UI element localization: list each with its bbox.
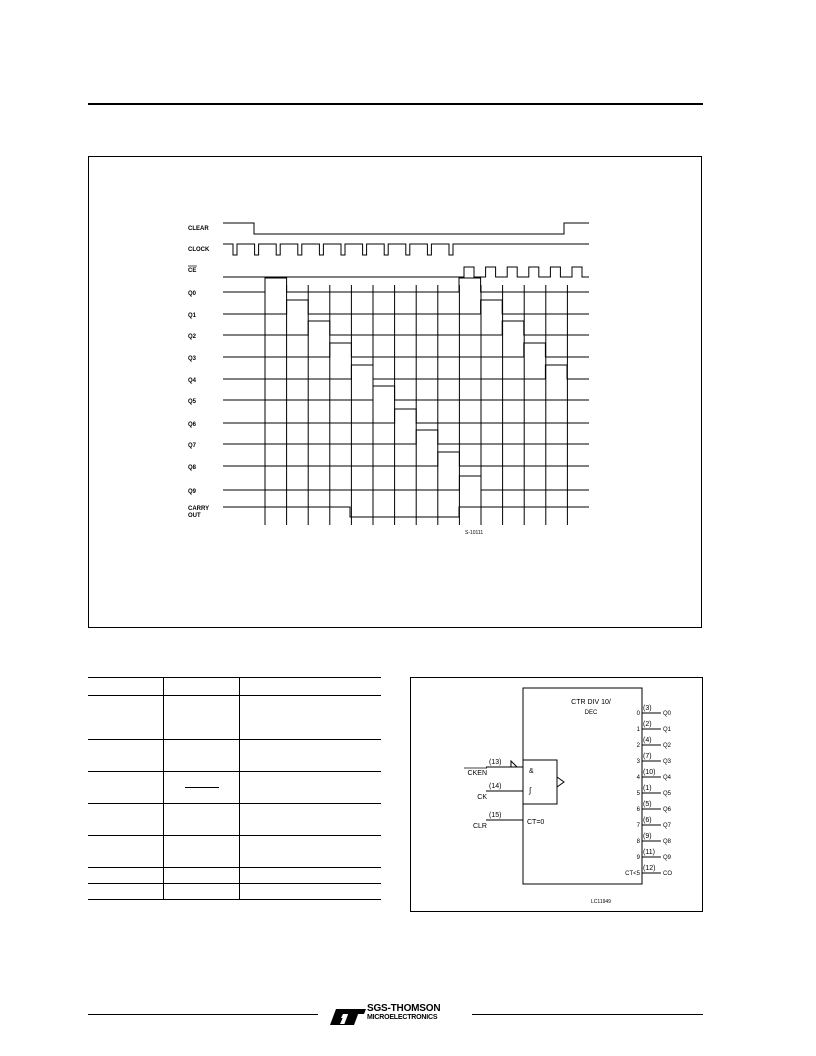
table-row xyxy=(88,868,381,884)
signal-label: Q7 xyxy=(188,443,197,449)
output-pin-number: (11) xyxy=(643,849,655,856)
output-name: CO xyxy=(663,871,672,877)
table-cell xyxy=(164,678,240,696)
logic-symbol-figure xyxy=(410,677,703,912)
table-cell xyxy=(164,804,240,836)
output-name: Q8 xyxy=(663,839,672,845)
table-cell xyxy=(164,740,240,772)
table-cell xyxy=(164,772,240,804)
schmitt-symbol: ∫ xyxy=(529,786,532,795)
clear-waveform xyxy=(223,223,589,234)
logic-symbol-diagram xyxy=(411,678,704,913)
timing-diagram xyxy=(89,157,703,629)
table-cell xyxy=(240,836,382,868)
output-index: 9 xyxy=(636,855,640,861)
input-name: CKEN xyxy=(467,770,487,777)
q-output-waveform xyxy=(223,452,589,466)
table-cell xyxy=(240,884,382,900)
output-pin-number: (2) xyxy=(643,721,652,728)
output-index: 4 xyxy=(636,775,640,781)
output-name: Q3 xyxy=(663,759,672,765)
table-cell xyxy=(88,868,164,884)
signal-label: Q2 xyxy=(188,334,197,340)
input-name: CLR xyxy=(472,823,487,830)
output-name: Q1 xyxy=(663,727,672,733)
table-cell xyxy=(240,740,382,772)
signal-label: Q4 xyxy=(188,378,197,384)
table-row xyxy=(88,836,381,868)
output-pin-number: (9) xyxy=(643,833,652,840)
signal-label: OUT xyxy=(188,513,201,519)
signal-label: Q8 xyxy=(188,465,197,471)
timing-waveforms xyxy=(223,223,589,525)
signal-label: Q1 xyxy=(188,313,197,319)
footer-rule-left xyxy=(88,1014,318,1015)
output-pin-number: (10) xyxy=(643,769,656,776)
brand-subtitle: MICROELECTRONICS xyxy=(367,1014,438,1021)
table-row xyxy=(88,696,381,740)
q-output-waveform xyxy=(223,321,589,335)
and-symbol: & xyxy=(529,768,534,775)
carry-out-waveform xyxy=(223,507,589,517)
ct0-label: CT=0 xyxy=(527,819,545,826)
active-low-marker xyxy=(511,761,517,767)
output-index: 2 xyxy=(636,743,640,749)
table-row xyxy=(88,678,381,696)
table-cell xyxy=(240,678,382,696)
output-index: 3 xyxy=(636,759,640,765)
signal-label: CLOCK xyxy=(188,247,210,253)
table-cell xyxy=(88,696,164,740)
table-cell xyxy=(240,696,382,740)
clock-input-triangle xyxy=(557,777,564,787)
table-cell xyxy=(88,772,164,804)
table-cell xyxy=(240,804,382,836)
input-name: CK xyxy=(477,794,487,801)
output-index: 8 xyxy=(636,839,640,845)
output-index: 5 xyxy=(636,791,640,797)
table-row xyxy=(88,740,381,772)
timing-diagram-figure xyxy=(88,156,702,628)
output-index: CT<5 xyxy=(625,871,640,877)
output-name: Q4 xyxy=(663,775,672,781)
header-rule xyxy=(88,103,703,105)
gate-block xyxy=(523,760,557,804)
output-pin-number: (6) xyxy=(643,817,652,824)
timing-figure-code: S-10111 xyxy=(465,530,484,536)
table-cell xyxy=(164,836,240,868)
output-pin-number: (1) xyxy=(643,785,652,792)
q-output-waveform xyxy=(223,278,589,292)
output-pin-number: (7) xyxy=(643,753,652,760)
output-index: 0 xyxy=(636,711,640,717)
output-pin-number: (4) xyxy=(643,737,652,744)
input-pin-number: (14) xyxy=(489,783,502,790)
counter-block xyxy=(523,688,642,884)
q-output-waveform xyxy=(223,409,589,423)
table-cell xyxy=(164,696,240,740)
output-pin-number: (5) xyxy=(643,801,652,808)
signal-label: Q0 xyxy=(188,291,197,297)
output-name: Q9 xyxy=(663,855,672,861)
q-output-waveform xyxy=(223,300,589,314)
table-row xyxy=(88,804,381,836)
table-cell xyxy=(164,884,240,900)
q-output-waveform xyxy=(223,430,589,444)
signal-label: Q9 xyxy=(188,489,197,495)
output-index: 6 xyxy=(636,807,640,813)
cell-overbar xyxy=(185,787,219,788)
table-row xyxy=(88,884,381,900)
signal-label: Q6 xyxy=(188,422,197,428)
output-name: Q5 xyxy=(663,791,672,797)
signal-label: CARRY xyxy=(188,506,210,512)
output-name: Q0 xyxy=(663,711,672,717)
signal-label: CE xyxy=(188,268,197,274)
signal-label: Q5 xyxy=(188,399,197,405)
ce-waveform xyxy=(223,267,589,277)
table-cell xyxy=(88,884,164,900)
footer-rule-right xyxy=(472,1014,703,1015)
table-row xyxy=(88,772,381,804)
q-output-waveform xyxy=(223,476,589,490)
output-name: Q6 xyxy=(663,807,672,813)
q-output-waveform xyxy=(223,386,589,400)
table-cell xyxy=(88,804,164,836)
signal-label: Q3 xyxy=(188,356,197,362)
block-subtitle: DEC xyxy=(584,710,598,716)
output-pin-number: (12) xyxy=(643,865,656,872)
input-pin-number: (13) xyxy=(489,759,502,766)
pin-description-table xyxy=(88,677,381,900)
table-cell xyxy=(88,740,164,772)
output-name: Q7 xyxy=(663,823,672,829)
clock-waveform xyxy=(223,244,589,255)
q-output-waveform xyxy=(223,365,589,379)
output-pin-number: (3) xyxy=(643,705,652,712)
block-title: CTR DIV 10/ xyxy=(571,699,611,706)
input-pin-number: (15) xyxy=(489,812,502,819)
output-index: 1 xyxy=(636,727,640,733)
signal-label: CLEAR xyxy=(188,226,209,232)
table-cell xyxy=(88,678,164,696)
table-cell xyxy=(240,868,382,884)
table-cell xyxy=(164,868,240,884)
brand-name: SGS-THOMSON xyxy=(367,1003,441,1014)
output-name: Q2 xyxy=(663,743,672,749)
table-cell xyxy=(240,772,382,804)
q-output-waveform xyxy=(223,343,589,357)
table-cell xyxy=(88,836,164,868)
logic-figure-code: LC11949 xyxy=(591,899,611,905)
output-index: 7 xyxy=(636,823,640,829)
